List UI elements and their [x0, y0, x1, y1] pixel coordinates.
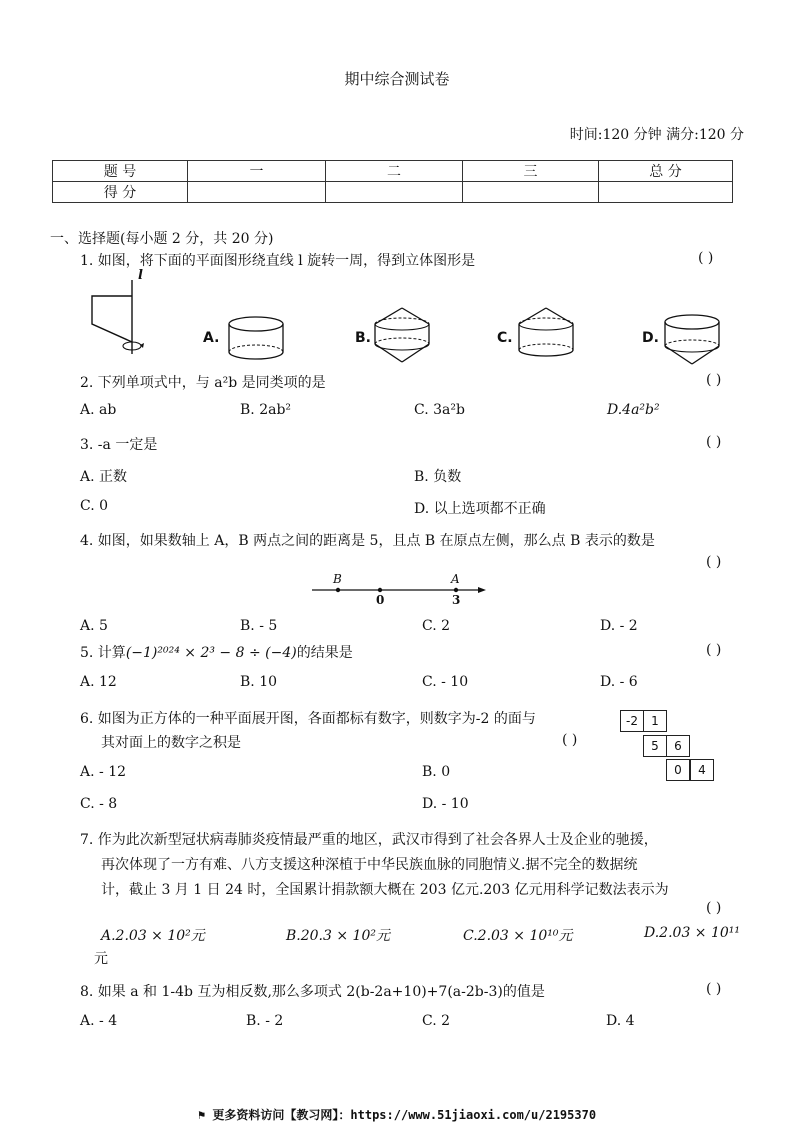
section-heading: 一、选择题(每小题 2 分，共 20 分)	[50, 231, 274, 247]
q3-option-d[interactable]: D. 以上选项都不正确	[414, 501, 546, 517]
q7-option-b[interactable]: B.20.3 × 10²元	[286, 928, 390, 944]
q8-option-d[interactable]: D. 4	[606, 1013, 635, 1029]
score-cell[interactable]	[463, 182, 599, 203]
q7-stem-line2: 再次体现了一方有难、八方支援这种深植于中华民族血脉的同胞情义.据不完全的数据统	[101, 857, 638, 873]
q6-option-c[interactable]: C. - 8	[80, 796, 118, 812]
q6-option-a[interactable]: A. - 12	[80, 764, 127, 780]
q5-option-d[interactable]: D. - 6	[600, 674, 638, 690]
time-info: 时间:120 分钟 满分:120 分	[569, 127, 744, 143]
q4-option-d[interactable]: D. - 2	[600, 618, 638, 634]
header-cell: 一	[188, 161, 326, 182]
q7-option-a[interactable]: A.2.03 × 10²元	[101, 928, 205, 944]
axis-label: l	[138, 268, 143, 283]
q5-stem-suffix: 的结果是	[296, 645, 353, 661]
q6-stem-line2: 其对面上的数字之积是	[101, 735, 241, 751]
q8-option-b[interactable]: B. - 2	[246, 1013, 284, 1029]
answer-paren[interactable]: ( )	[706, 900, 722, 916]
q7-option-c[interactable]: C.2.03 × 10¹⁰元	[463, 928, 573, 944]
score-cell[interactable]	[326, 182, 463, 203]
tick-three-label: 3	[452, 593, 461, 607]
point-a-label: A	[451, 572, 460, 586]
point-b-label: B	[333, 572, 342, 586]
net-face: 1	[643, 710, 667, 732]
q4-stem: 4. 如图，如果数轴上 A，B 两点之间的距离是 5，且点 B 在原点左侧，那么点 B 表示的数是	[80, 533, 655, 549]
header-cell: 总 分	[599, 161, 733, 182]
footer-link[interactable]: ⚑ 更多资料访问【教习网】：https://www.51jiaoxi.com/u/2195370	[197, 1108, 597, 1122]
q8-option-c[interactable]: C. 2	[422, 1013, 451, 1029]
q6-option-b[interactable]: B. 0	[422, 764, 451, 780]
answer-paren[interactable]: ( )	[562, 732, 578, 748]
net-face: 4	[690, 759, 714, 781]
q7-stem-line1: 7. 作为此次新型冠状病毒肺炎疫情最严重的地区，武汉市得到了社会各界人士及企业的驰援，	[80, 832, 658, 848]
answer-paren[interactable]: ( )	[706, 981, 722, 997]
q3-option-a[interactable]: A. 正数	[80, 469, 128, 485]
row-label-cell: 得 分	[53, 182, 188, 203]
header-cell: 三	[463, 161, 599, 182]
q3-option-b[interactable]: B. 负数	[414, 469, 462, 485]
q4-option-b[interactable]: B. - 5	[240, 618, 278, 634]
score-cell[interactable]	[188, 182, 326, 203]
table-row	[53, 161, 733, 182]
q1-option-a[interactable]: A.	[203, 330, 220, 346]
cylinder-cone-figure	[662, 312, 724, 370]
q6-stem-line1: 6. 如图为正方体的一种平面展开图，各面都标有数字，则数字为-2 的面与	[80, 711, 536, 727]
double-cone-cylinder-figure	[372, 306, 434, 368]
q6-option-d[interactable]: D. - 10	[422, 796, 469, 812]
q5-stem-prefix: 5. 计算	[80, 645, 126, 661]
q2-option-d[interactable]: D.4a²b²	[607, 402, 660, 418]
q2-stem: 2. 下列单项式中，与 a²b 是同类项的是	[80, 375, 326, 391]
answer-paren[interactable]: ( )	[706, 434, 722, 450]
q5-option-a[interactable]: A. 12	[80, 674, 117, 690]
q7-stem-line3: 计，截止 3 月 1 日 24 时，全国累计捐款额大概在 203 亿元.203 亿元用科学记数法表示为	[101, 882, 669, 898]
q8-option-a[interactable]: A. - 4	[80, 1013, 118, 1029]
answer-paren[interactable]: ( )	[706, 642, 722, 658]
q2-option-a[interactable]: A. ab	[80, 402, 117, 418]
tick-zero-label: 0	[376, 593, 385, 607]
q5-option-c[interactable]: C. - 10	[422, 674, 469, 690]
answer-paren[interactable]: ( )	[706, 372, 722, 388]
q2-option-b[interactable]: B. 2ab²	[240, 402, 292, 418]
q2-option-c[interactable]: C. 3a²b	[414, 402, 465, 418]
q4-option-a[interactable]: A. 5	[80, 618, 108, 634]
q3-option-c[interactable]: C. 0	[80, 498, 109, 514]
q8-stem: 8. 如果 a 和 1-4b 互为相反数,那么多项式 2(b-2a+10)+7(a-2b-3)的值是	[80, 984, 545, 1000]
q1-option-b[interactable]: B.	[355, 330, 371, 346]
q1-plane-figure	[84, 272, 154, 360]
q1-option-c[interactable]: C.	[497, 330, 513, 346]
q1-option-d[interactable]: D.	[642, 330, 659, 346]
q7-option-d-unit: 元	[94, 951, 108, 967]
answer-paren[interactable]: ( )	[706, 554, 722, 570]
page-title: 期中综合测试卷	[344, 70, 450, 88]
cone-cylinder-figure	[516, 306, 578, 364]
header-cell: 二	[326, 161, 463, 182]
net-face: 6	[666, 735, 690, 757]
net-face: 0	[666, 759, 690, 781]
answer-paren[interactable]: ( )	[698, 250, 714, 266]
q3-stem: 3. -a 一定是	[80, 437, 158, 453]
table-row	[53, 182, 733, 203]
net-face: -2	[620, 710, 644, 732]
q5-stem	[80, 642, 353, 662]
q1-stem: 1. 如图，将下面的平面图形绕直线 l 旋转一周，得到立体图形是	[80, 253, 476, 269]
q7-option-d[interactable]: D.2.03 × 10¹¹	[644, 925, 741, 941]
score-cell[interactable]	[599, 182, 733, 203]
net-face: 5	[643, 735, 667, 757]
header-cell: 题 号	[53, 161, 188, 182]
q4-option-c[interactable]: C. 2	[422, 618, 451, 634]
q5-option-b[interactable]: B. 10	[240, 674, 278, 690]
score-table	[52, 160, 733, 203]
cylinder-figure	[226, 314, 288, 364]
q5-expression: (−1)²⁰²⁴ × 2³ − 8 ÷ (−4)	[125, 645, 297, 661]
